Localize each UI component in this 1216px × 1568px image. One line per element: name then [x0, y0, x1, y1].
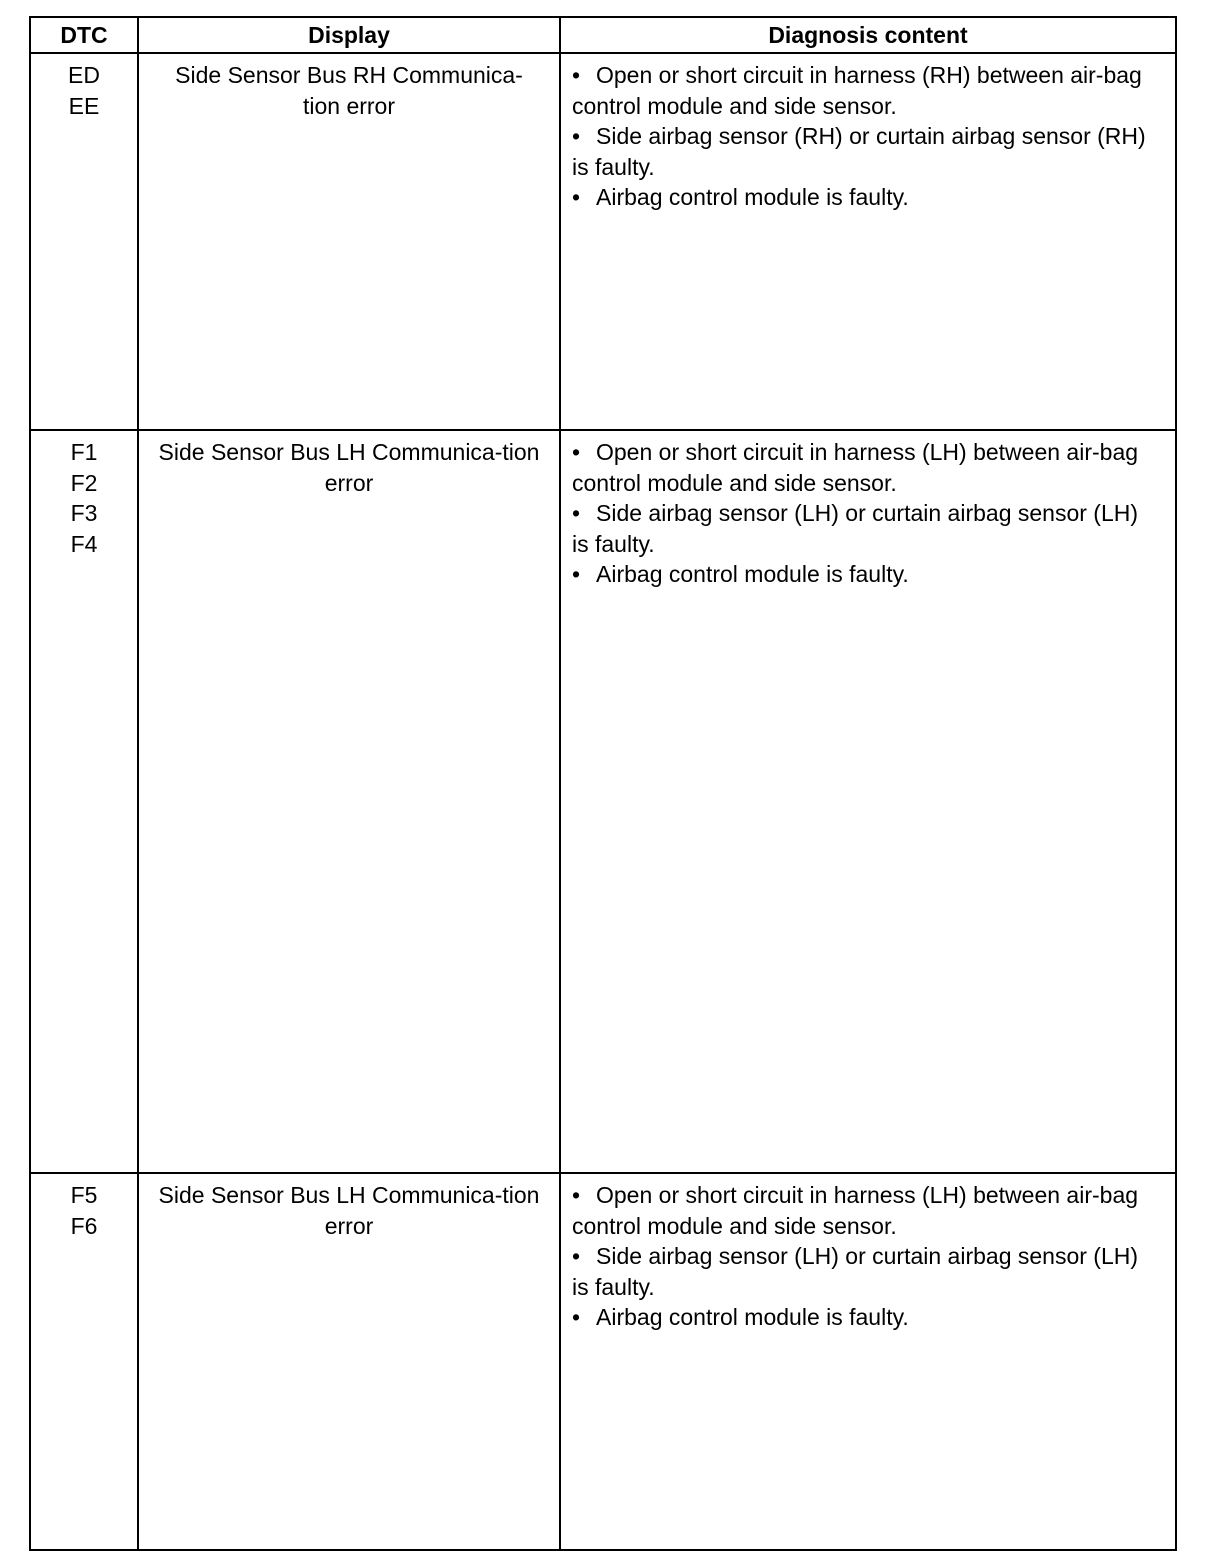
dtc-code: F4 [70, 530, 98, 557]
header-diagnosis: Diagnosis content [560, 17, 1176, 53]
bullet-icon: • [572, 184, 581, 210]
diagnosis-cell [560, 1173, 1176, 1550]
diagnosis-list [572, 437, 1161, 590]
table-row [30, 430, 1176, 1173]
header-display: Display [138, 17, 560, 53]
diagnosis-item: • Side airbag sensor (RH) or curtain airbag sensor (RH) is faulty. [572, 123, 1146, 180]
display-text: Side Sensor Bus RH Communica-tion error [175, 62, 523, 119]
display-cell [138, 53, 560, 430]
display-text: Side Sensor Bus LH Communica-tion error [158, 439, 540, 496]
bullet-icon: • [572, 123, 581, 149]
diagnosis-cell [560, 53, 1176, 430]
diagnosis-item: • Airbag control module is faulty. [572, 559, 1161, 590]
table-row [30, 53, 1176, 430]
bullet-icon: • [572, 439, 581, 465]
diagnosis-item: • Side airbag sensor (LH) or curtain airbag sensor (LH) is faulty. [572, 1243, 1139, 1300]
display-cell [138, 430, 560, 1173]
diagnosis-item: • Airbag control module is faulty. [572, 182, 1161, 213]
bullet-icon: • [572, 1182, 581, 1208]
bullet-icon: • [572, 62, 581, 88]
dtc-cell [30, 1173, 138, 1550]
table-row [30, 1173, 1176, 1550]
dtc-code: F3 [70, 500, 98, 526]
diagnosis-item: • Open or short circuit in harness (LH) between air-bag control module and side sensor. [572, 439, 1139, 496]
dtc-cell [30, 430, 138, 1173]
diagnosis-list [572, 1180, 1161, 1333]
dtc-code: ED [68, 62, 100, 88]
dtc-code: F6 [70, 1212, 98, 1239]
dtc-code: F5 [70, 1182, 98, 1208]
display-cell [138, 1173, 560, 1550]
diagnosis-item: • Side airbag sensor (LH) or curtain airbag sensor (LH) is faulty. [572, 500, 1139, 557]
diagnosis-cell [560, 430, 1176, 1173]
bullet-icon: • [572, 561, 581, 587]
bullet-icon: • [572, 1304, 581, 1330]
dtc-code: F1 [70, 439, 98, 465]
diagnosis-item: • Open or short circuit in harness (RH) between air-bag control module and side sensor. [572, 62, 1142, 119]
diagnosis-item: • Airbag control module is faulty. [572, 1302, 1161, 1333]
bullet-icon: • [572, 500, 581, 526]
display-text: Side Sensor Bus LH Communica-tion error [158, 1182, 540, 1239]
diagnosis-list [572, 60, 1161, 213]
dtc-table [29, 16, 1177, 1551]
table-header-row [30, 17, 1176, 53]
diagnosis-item: • Open or short circuit in harness (LH) between air-bag control module and side sensor. [572, 1182, 1139, 1239]
dtc-code: F2 [70, 469, 98, 496]
bullet-icon: • [572, 1243, 581, 1269]
dtc-cell [30, 53, 138, 430]
header-dtc: DTC [30, 17, 138, 53]
dtc-code: EE [68, 92, 100, 119]
